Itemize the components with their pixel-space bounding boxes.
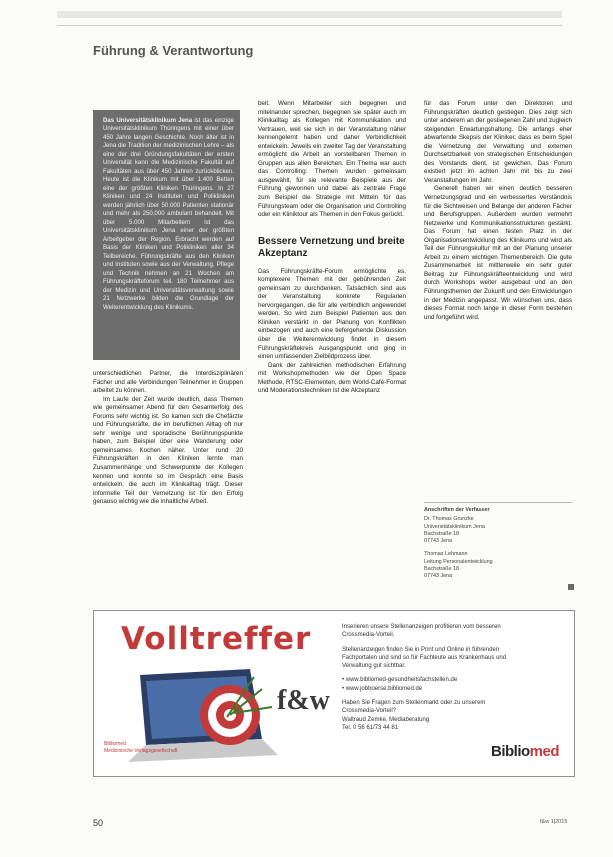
end-marker [568,584,574,590]
author-1-city: 07743 Jena [424,538,453,545]
column-2 [258,100,406,600]
paragraph: Im Laufe der Zeit wurde deutlich, dass Themen wie gemeinsamer Abend für den Gesamterfolg des Forums sehr wichtig ist. So kamen sich die Chefärzte und Führungskräfte, die im beruflichen Alltag oft nur sehr wenige und sporadische Berührungspunkte haben, zum Beispiel über eine Wanderung oder gemeinsames Kochen näher. Unter rund 20 Führungskräften in den Kliniken lernte man Zusammenhänge und Schwerpunkte der Kollegen kennen und konnte so im Gespräch eine Basis entwickeln, die auch im Klinikalltag trägt. Dieser informelle Teil der Vernetzung ist für den Erfolg genauso wichtig wie die inhaltliche Arbeit. [93,395,243,506]
magazine-issue: f&w 1|2015 [540,819,568,825]
paragraph: Das Führungskräfte-Forum ermöglichte es, komplexere Themen mit der gebührenden Zeit gemeinsam zu durchdenken. Tatsächlich sind aus der Veranstaltung konkrete Regularien hervorgegangen, die für alle verbindlich angewendet werden. So wird zum Beispiel Patienten aus den Kliniken verstärkt in der Planung von Konflikten einbezogen und auch eine tiefergehende Diskussion über die Weiterentwicklung findet in diesem Führungskräftekreis Ausgangspunkt und ging in einen umfassenden Zielbildprozess über. [258,267,406,361]
ad-contact-phone: Tel. 0 56 61/73 44 81 [342,724,399,731]
column-3 [424,100,572,490]
publisher-logo-sub: Medizinische Verlagsgesellschaft [104,748,178,754]
ad-line: Inserieren unsere Stellenanzeigen profitieren vom besseren Crossmedia-Vorteil. [342,624,501,639]
author-1-name: Dr. Thomas Grunzke [424,516,474,523]
page-number: 50 [93,818,104,828]
paragraph: für das Forum unter den Direktoren und Führungskräften deutlich gestiegen. Dies zeigt sich unter anderem an der gestiegenen Zahl und zugleich steigenden Erwartungshaltung. Die anfangs eher abwartende Skepsis der Kliniker, dass es beim Spiel die Vernetzung der Verwaltung und externen Durchsetzbarkeit von strategischen Entscheidungen des Vorstands dient, ist gewichen. Das Forum existiert jetzt im achten Jahr mit bis zu zwei Veranstaltungen im Jahr. [424,100,572,184]
publisher-logo-name: Bibliomed [104,741,126,747]
author-1 [424,516,572,545]
author-addresses [424,502,572,590]
author-2-city: 07743 Jena [424,573,453,580]
info-box [93,110,240,360]
ad-line: Stellenanzeigen finden Sie in Print und Online in führenden Fachportalen und sind so für Fachleute aus Krankenhaus und Verwaltung gut sichtbar. [342,646,507,670]
author-2-name: Thomas Lehmann [424,551,468,558]
ad-contact [342,699,517,732]
author-2 [424,551,572,580]
column-1 [93,370,243,595]
header-rule [57,11,562,18]
fw-logo: f&w [277,685,330,716]
paragraph: Generell haben wir einen deutlich besseren Vernetzungsgrad und ein verbessertes Verständnis für die Sichtweisen und Belange der anderen Fächer und Berufsgruppen. Außerdem wurden vermehrt Netzwerke und Kommunikationsstrukturen gestärkt. Das Forum hat einen festen Platz in der Organisationsentwicklung des Klinikums und wird als Teil der Führungskultur mit an der Planung unserer Arbeit zu einem wichtigen Themenbereich. Die gute Zusammenarbeit ist mittlerweile ein sehr guter Beitrag zur Führungskräfteentwicklung und wird durch Workshops weiter ausgebaut und an den Führungsthemen der Zukunft und den Entwicklungen in der Medizin angepasst. Wir wünschen uns, dass dieses Format noch lange in dieser Form bestehen und fortgeführt wird. [424,185,572,321]
author-1-org: Universitätsklinikum Jena [424,523,485,530]
author-label: Anschriften der Verfasser [424,507,490,513]
paragraph: Dank der zahlreichen methodischen Erfahrung mit Workshopmethoden wie der Open Space Methode, RTSC-Elementen, dem World-Café-Format und Moderationstechniken ist die Akzeptanz [258,361,406,395]
ad-contact-name: Waltraud Zemke, Mediaberatung [342,716,430,723]
paragraph: unterschiedlichen Partner, die Interdisziplinären Fächer und alle Verbindungen Teilnehmer in Gruppen arbeitet zu können. [93,370,243,395]
ad-contact-question: Haben Sie Fragen zum Stellenmarkt oder zu unserem Crossmedia-Vorteil? [342,700,486,715]
paragraph: beit. Wenn Mitarbeiter sich begegnen und miteinander sprechen, begegnen sie später auch im Klinikalltag als Kollegen mit Kommunikation und Vertrauen, weil sie sich in der Veranstaltung näher kennengelernt haben und daher Verbindlichkeit entwickeln. Jeweils ein zweiter Tag der Veranstaltung ermöglicht die Arbeit an vorstellbaren Themen in Gruppen aus allen Bereichen. Ein Thema war auch das Controlling: Themen wurden gemeinsam ausgewählt, für sie relevante Beispiele aus der Führung gewonnen und dabei als zentrale Frage zum Beispiel die Strategie mit Mitteln für das Führungsteam oder die Organisation und Controlling oder ein Kliniktour als Themen in den Fokus gerückt. [258,100,406,219]
section-title: Führung & Verantwortung [93,43,254,58]
author-1-street: Bachstraße 18 [424,530,460,537]
ad-links [342,676,517,693]
author-2-role: Leitung Personalentwicklung [424,558,493,565]
ad-title: Volltreffer [121,621,312,657]
bibliomed-logo [491,743,559,760]
info-box-lead: Das Universitätsklinikum Jena [103,117,193,124]
author-2-street: Bachstraße 18 [424,566,460,573]
bibliomed-logo-part-1: Biblio [491,743,530,760]
ad-link-2[interactable]: • www.jobboerse.bibliomed.de [342,685,423,692]
subheading: Bessere Vernetzung und breite Akzeptanz [258,235,405,259]
publisher-logo [104,741,177,755]
header-line [57,25,562,26]
ad-text [342,623,517,738]
ad-link-1[interactable]: • www.bibliomed-gesundheitsfachstellen.de [342,677,458,684]
advertisement [93,610,575,777]
bibliomed-logo-part-2: med [529,743,560,760]
info-box-text: ist das einzige Universitätsklinikum Thüringens mit einer über 450 Jahre langen Geschichte. Noch älter ist in Jena die Tradition der medizinischen Lehre – als eine der drei Gründungsfakultäten der ersten Universität kann die Medizinische Fakultät auf Fakultäten aus über 450 Jahren zurückblicken. Heute ist die Klinikum mit über 1.400 Betten eine der größten Kliniken Thüringens. In 27 Kliniken und 24 Instituten und Polikliniken werden jährlich über 50.000 Patienten stationär und mehr als 250.000 ambulant behandelt. Mit über 5.000 Mitarbeitern ist das Universitätsklinikum Jena einer der größten Arbeitgeber der Region. Erbracht werden auf Basis der Kliniken und Polikliniken aller 34 Teilbereiche. Führungskräfte aus den Kliniken und Instituten sowie aus der Verwaltung, Pflege und Technik nehmen an 21 Wochen am Führungskräfteforum teil. 180 Teilnehmer aus der Medizin und Universitätsverwaltung sowie 21 Netzwerke bilden die Grundlage der Weiterentwicklung des Klinikums. [103,117,234,311]
